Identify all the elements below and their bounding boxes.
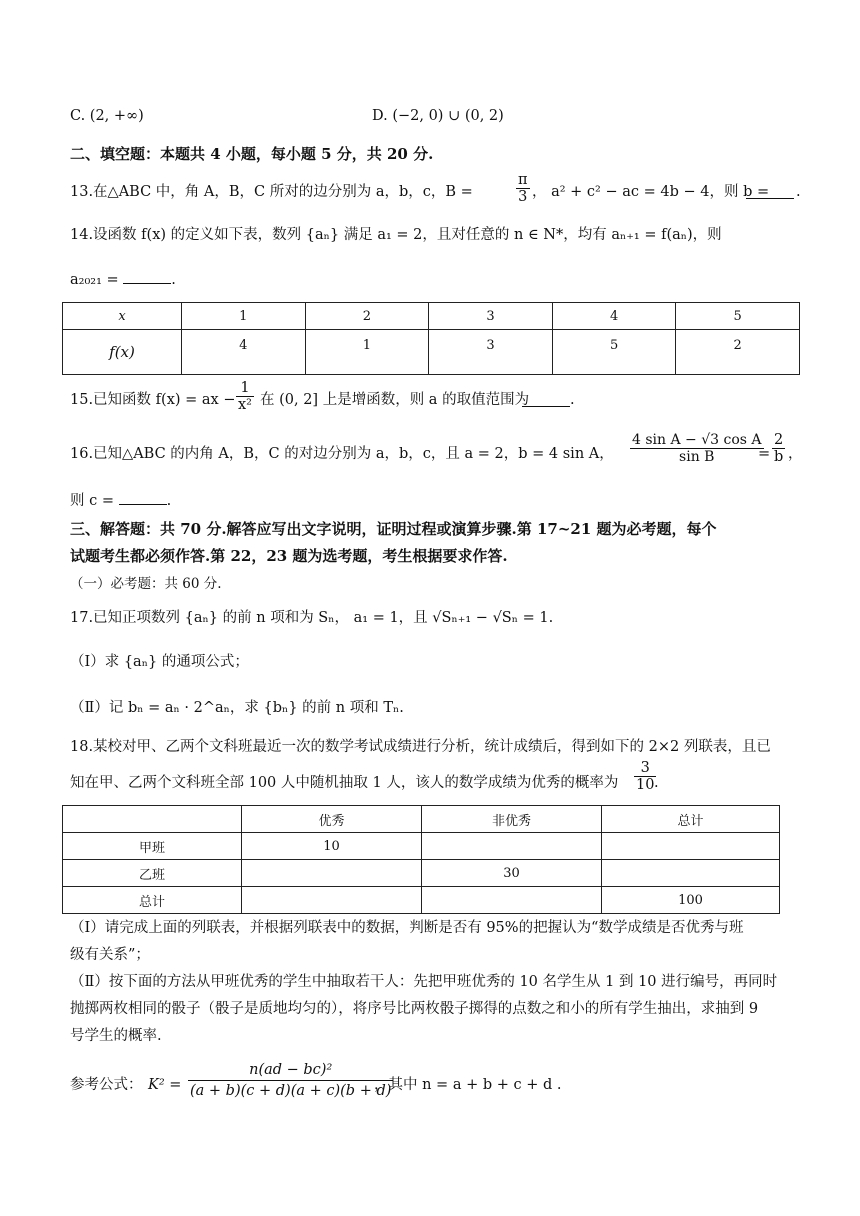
cell-fx-1: 4 [182, 330, 306, 375]
q18-part2-line2: 抛掷两枚相同的骰子（骰子是质地均匀的），将序号比两枚骰子掷得的点数之和小的所有学生抽出，求抽到 9 [70, 1001, 759, 1017]
q15-period: . [570, 392, 575, 408]
q16-equals: = [758, 446, 771, 462]
cell-class-a-total [602, 833, 780, 860]
cell-class-b-label: 乙班 [63, 860, 242, 887]
q13-answer-blank [746, 184, 794, 199]
q15-frac-num: 1 [236, 380, 254, 397]
option-c: C. (2, +∞) [70, 108, 144, 124]
q16-fraction-2 [772, 432, 785, 465]
q13-suffix: ， a² + c² − ac = 4b − 4，则 b = [532, 184, 770, 200]
q15-answer-blank [522, 392, 570, 407]
q18-line2 [70, 760, 795, 800]
cell-total-total: 100 [602, 887, 780, 914]
cell-class-b-not-excellent: 30 [422, 860, 602, 887]
q14-line2: a₂₀₂₁ = . [70, 269, 795, 291]
q13-frac-den: 3 [518, 189, 528, 205]
q13-frac-num: π [518, 172, 528, 188]
q13-prefix: 13.在△ABC 中，角 A，B，C 所对的边分别为 a，b，c，B = [70, 184, 473, 200]
table-header-row [63, 806, 780, 833]
cell-total-excellent [242, 887, 422, 914]
table-row-class-a [63, 833, 780, 860]
section3-line2: 试题考生都必须作答.第 22，23 题为选考题，考生根据要求作答. [70, 547, 508, 565]
cell-x-3: 3 [429, 303, 553, 330]
cell-total-not-excellent [422, 887, 602, 914]
q15-suffix: 在 (0, 2] 上是增函数，则 a 的取值范围为 [260, 392, 530, 408]
cell-x-2: 2 [305, 303, 429, 330]
q17-part1: （Ⅰ）求 {aₙ} 的通项公式； [70, 654, 249, 670]
q16-frac2-num: 2 [772, 432, 785, 449]
table-row-x [63, 303, 800, 330]
option-d: D. (−2, 0) ∪ (0, 2) [372, 108, 504, 124]
cell-class-a-label: 甲班 [63, 833, 242, 860]
cell-fx-label: f(x) [63, 330, 182, 375]
cell-x-1: 1 [182, 303, 306, 330]
q18-frac-num: 3 [634, 760, 656, 777]
q17-part2: （Ⅱ）记 bₙ = aₙ · 2^aₙ，求 {bₙ} 的前 n 项和 Tₙ. [70, 700, 404, 716]
cell-class-a-not-excellent [422, 833, 602, 860]
question-13 [70, 172, 801, 212]
q18-contingency-table [62, 805, 780, 914]
option-row [70, 105, 795, 127]
q16-c-prompt: 则 c = [70, 493, 114, 509]
q15-prefix: 15.已知函数 f(x) = ax − [70, 392, 236, 408]
section3-sub: （一）必考题：共 60 分. [70, 576, 222, 592]
q13-period: . [796, 184, 801, 200]
header-not-excellent: 非优秀 [422, 806, 602, 833]
cell-fx-4: 5 [552, 330, 676, 375]
q14-function-table [62, 302, 800, 375]
cell-x-label: x [63, 303, 182, 330]
q18-reference-formula [70, 1060, 795, 1108]
cell-fx-2: 1 [305, 330, 429, 375]
formula-lhs: K² = [148, 1077, 182, 1093]
question-15 [70, 380, 795, 420]
header-empty [63, 806, 242, 833]
q14-a2021: a₂₀₂₁ = [70, 272, 119, 288]
q16-fraction-1 [630, 432, 764, 465]
formula-den: (a + b)(c + d)(a + c)(b + d) [190, 1083, 392, 1099]
cell-fx-3: 3 [429, 330, 553, 375]
table-row-total [63, 887, 780, 914]
q13-fraction [516, 172, 530, 205]
q18-part1-line2: 级有关系”； [70, 947, 150, 963]
q14-line1: 14.设函数 f(x) 的定义如下表，数列 {aₙ} 满足 a₁ = 2，且对任意的 n ∈ N*，均有 aₙ₊₁ = f(aₙ)，则 [70, 227, 722, 243]
q16-answer-blank [119, 490, 167, 505]
cell-class-b-excellent [242, 860, 422, 887]
cell-total-label: 总计 [63, 887, 242, 914]
q18-part1-line1: （Ⅰ）请完成上面的列联表，并根据列联表中的数据，判断是否有 95%的把握认为“数学成绩是否优秀与班 [70, 920, 744, 936]
cell-class-a-excellent: 10 [242, 833, 422, 860]
q16-prefix: 16.已知△ABC 的内角 A，B，C 的对边分别为 a，b，c，且 a = 2，b = 4 sin A， [70, 446, 614, 462]
q16-frac1-num: 4 sin A − √3 cos A [632, 432, 762, 448]
q18-part2-line3: 号学生的概率. [70, 1028, 162, 1044]
q18-frac-den: 10 [636, 777, 655, 793]
q18-line1: 18.某校对甲、乙两个文科班最近一次的数学考试成绩进行分析，统计成绩后，得到如下的 2×2 列联表，且已 [70, 739, 771, 755]
cell-fx-5: 2 [676, 330, 800, 375]
q15-frac-den: x² [238, 397, 252, 413]
q14-answer-blank [123, 269, 171, 284]
cell-x-4: 4 [552, 303, 676, 330]
formula-num: n(ad − bc)² [188, 1060, 393, 1081]
cell-class-b-total [602, 860, 780, 887]
cell-x-5: 5 [676, 303, 800, 330]
q17-stem: 17.已知正项数列 {aₙ} 的前 n 项和为 Sₙ， a₁ = 1，且 √Sₙ₊₁ − √Sₙ = 1. [70, 610, 554, 626]
header-excellent: 优秀 [242, 806, 422, 833]
q16-line2: 则 c = . [70, 490, 795, 512]
formula-label: 参考公式： [70, 1077, 143, 1093]
q16-comma: ， [788, 446, 803, 462]
formula-tail: ，其中 n = a + b + c + d . [374, 1077, 562, 1093]
q16-frac2-den: b [774, 449, 784, 465]
table-row-class-b [63, 860, 780, 887]
question-16 [70, 432, 803, 476]
q18-part2-line1: （Ⅱ）按下面的方法从甲班优秀的学生中抽取若干人：先把甲班优秀的 10 名学生从 1 到 10 进行编号，再同时 [70, 974, 778, 990]
q16-frac1-den: sin B [679, 449, 715, 465]
q15-fraction [236, 380, 254, 413]
section3-line1: 三、解答题：共 70 分.解答应写出文字说明，证明过程或演算步骤.第 17~21 题为必考题，每个 [70, 520, 717, 538]
q18-period: . [654, 775, 659, 791]
q18-line2-text: 知在甲、乙两个文科班全部 100 人中随机抽取 1 人，该人的数学成绩为优秀的概率为 [70, 775, 619, 791]
header-total: 总计 [602, 806, 780, 833]
table-row-fx [63, 330, 800, 375]
formula-fraction [188, 1060, 393, 1101]
section2-title: 二、填空题：本题共 4 小题，每小题 5 分，共 20 分. [70, 145, 434, 163]
